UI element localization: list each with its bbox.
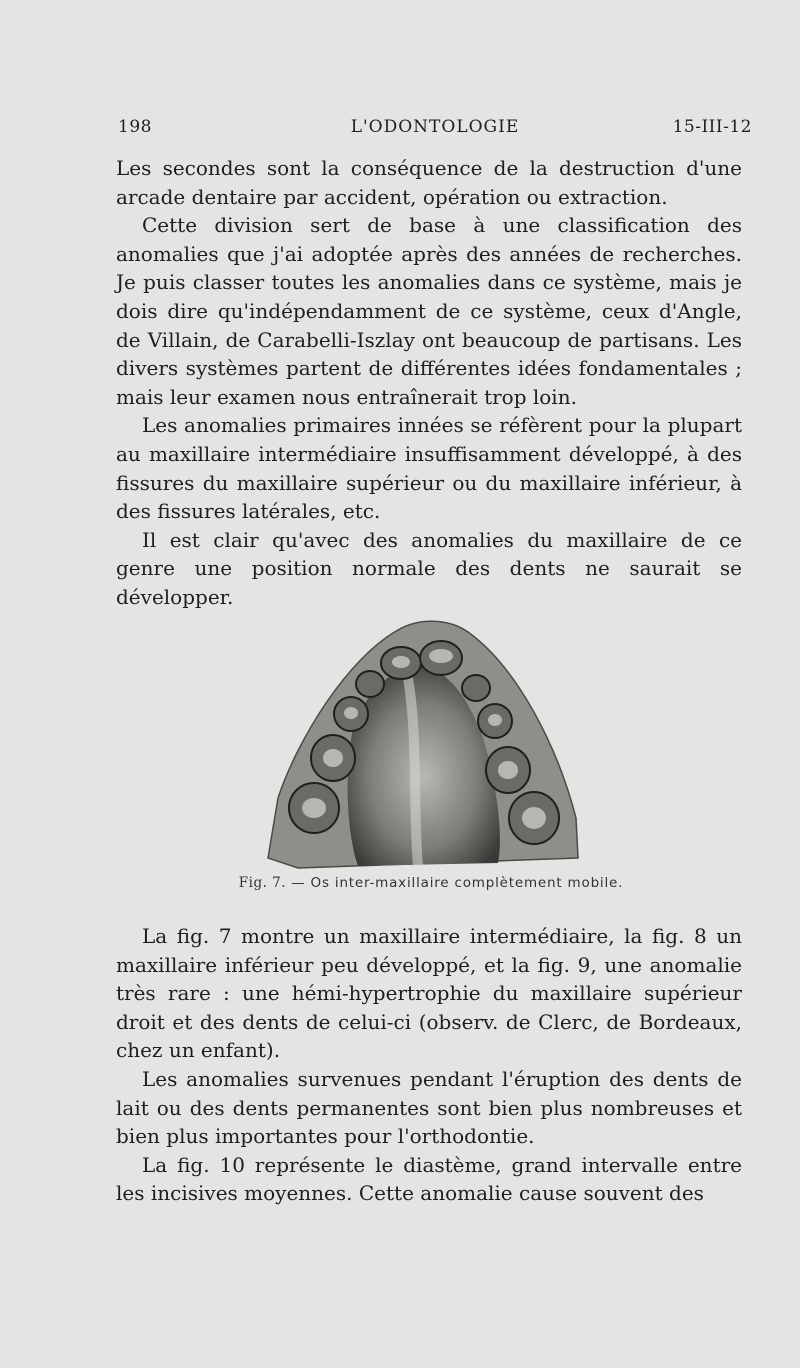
- figure-label: Fig. 7.: [238, 875, 287, 891]
- running-header: [118, 117, 752, 147]
- dental-cast-photo: [258, 618, 580, 870]
- issue-date: 15-III-12: [672, 117, 752, 137]
- paragraph: Les secondes sont la conséquence de la destruction d'une arcade dentaire par accident, opération ou extraction.: [116, 156, 742, 209]
- paragraph: Les anomalies primaires innées se réfèrent pour la plupart au maxillaire intermédiaire insuffisamment développé, à des fissures du maxillaire supérieur ou du maxillaire inférieur, à des fissures latérales, etc.: [116, 413, 742, 524]
- paragraph: La fig. 7 montre un maxillaire intermédiaire, la fig. 8 un maxillaire inférieur peu développé, et la fig. 9, une anomalie très rare : une hémi-hypertrophie du maxillaire supérieur droit et des dents de celui-ci (observ. de Clerc, de Bordeaux, chez un enfant).: [116, 924, 742, 1063]
- paragraph: Les anomalies survenues pendant l'éruption des dents de lait ou des dents permanentes sont bien plus nombreuses et bien plus importantes pour l'orthodontie.: [116, 1066, 742, 1149]
- journal-title: L'ODONTOLOGIE: [350, 117, 520, 137]
- paragraph: Cette division sert de base à une classification des anomalies que j'ai adoptée après des années de recherches. Je puis classer toutes les anomalies dans ce système, mais je dois dire qu'indépendamment de ce système, ceux d'Angle, de Villain, de Carabelli-Iszlay ont beaucoup de partisans. Les divers systèmes partent de différentes idées fondamentales ; mais leur examen nous entraînerait trop loin.: [116, 213, 742, 409]
- page-number: 198: [118, 117, 152, 137]
- paragraph: Il est clair qu'avec des anomalies du maxillaire de ce genre une position normale des dents ne saurait se développer.: [116, 527, 742, 609]
- paragraph: La fig. 10 représente le diastème, grand intervalle entre les incisives moyennes. Cette anomalie cause souvent des: [116, 1152, 742, 1206]
- body-text-top: [116, 154, 742, 612]
- figure-caption-text: — Os inter-maxillaire complètement mobile.: [291, 875, 624, 891]
- figure-caption: [118, 875, 744, 891]
- body-text-bottom: [116, 922, 742, 1208]
